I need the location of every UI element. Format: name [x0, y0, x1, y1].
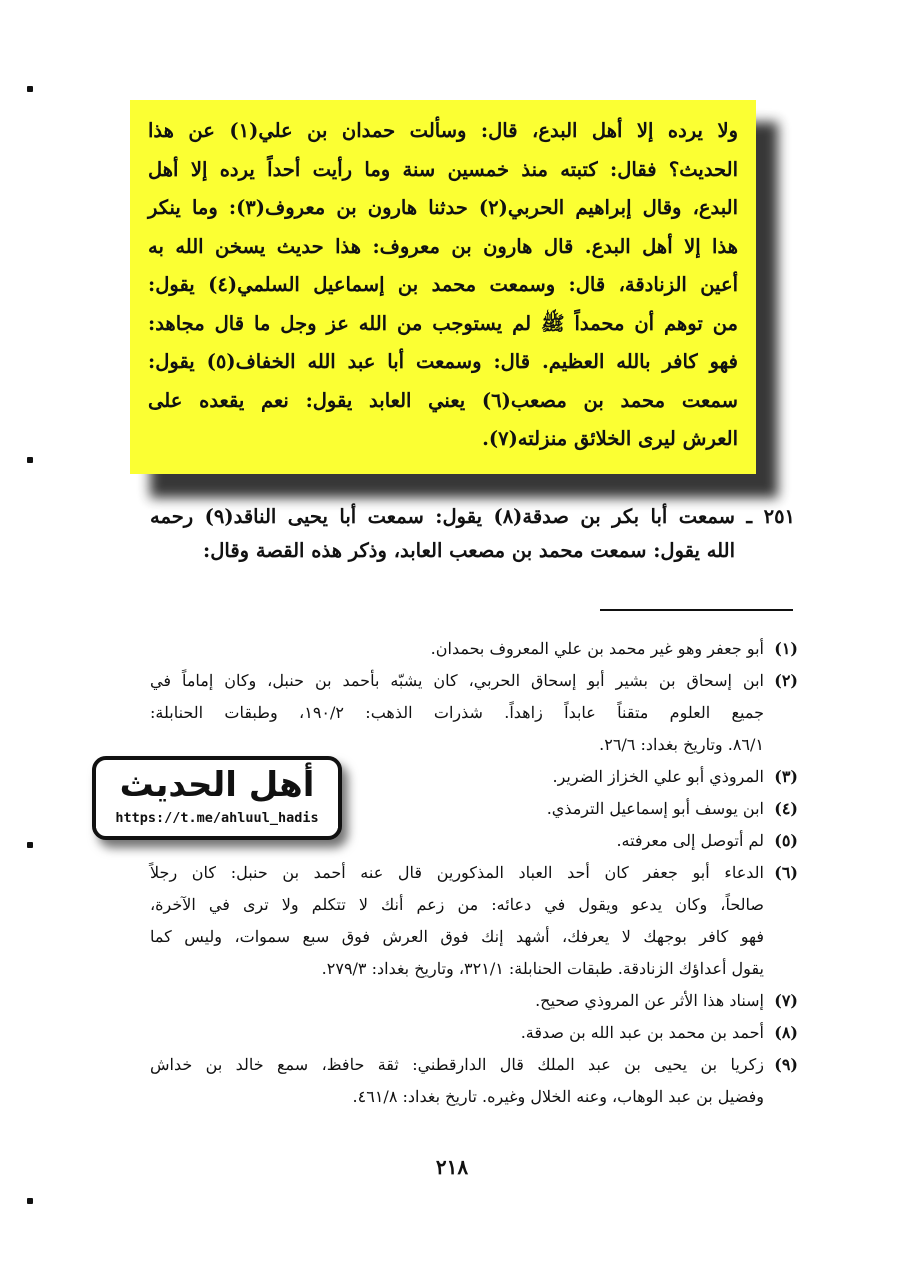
footnote-7	[150, 985, 798, 1017]
watermark-title: أهل الحديث	[119, 765, 315, 805]
scan-mark	[27, 86, 33, 92]
footnote-9	[150, 1049, 798, 1113]
scan-mark	[27, 1198, 33, 1204]
footnote-2	[150, 665, 798, 761]
passage-line: هذا إلا أهل البدع. قال هارون بن معروف: هذا حديث يسخن الله به	[148, 234, 738, 258]
footnote-number: (٩)	[774, 1055, 798, 1074]
footnote-divider	[600, 609, 793, 611]
footnote-number: (٣)	[774, 767, 798, 786]
main-text	[150, 500, 795, 568]
footnote-text: فهو كافر بوجهك لا يعرفك، أشهد إنك فوق العرش فوق سبع سموات، وليس كما	[150, 927, 764, 946]
footnote-8	[150, 1017, 798, 1049]
passage-line: الحديث؟ فقال: كتبته منذ خمسين سنة وما رأيت أحداً يرده إلا أهل	[148, 157, 738, 181]
passage-line: سمعت محمد بن مصعب(٦) يعني العابد يقول: نعم يقعده على	[148, 388, 739, 412]
scan-mark	[27, 457, 33, 463]
passage-line: ولا يرده إلا أهل البدع، قال: وسألت حمدان بن علي(١) عن هذا	[148, 119, 738, 142]
footnote-number: (١)	[774, 639, 798, 658]
footnotes	[150, 633, 798, 1113]
footnote-text: ابن يوسف أبو إسماعيل الترمذي.	[546, 799, 764, 818]
passage-line: أعين الزنادقة، قال: وسمعت محمد بن إسماعيل السلمي(٤) يقول:	[148, 273, 738, 296]
footnote-text: أبو جعفر وهو غير محمد بن علي المعروف بحمدان.	[430, 639, 764, 658]
footnote-number: (٦)	[774, 863, 798, 882]
footnote-text: المروذي أبو علي الخزاز الضرير.	[552, 767, 764, 786]
footnote-number: (٧)	[774, 991, 798, 1010]
passage-line: من توهم أن محمداً ﷺ لم يستوجب من الله عز وجل ما قال مجاهد:	[148, 311, 738, 335]
footnote-text: يقول أعداؤك الزنادقة. طبقات الحنابلة: ٣٢١/١، وتاريخ بغداد: ٢٧٩/٣.	[321, 959, 764, 978]
passage-line: العرش ليرى الخلائق منزلته(٧).	[482, 427, 738, 450]
footnote-number: (٢)	[774, 671, 798, 690]
footnote-text: زكريا بن يحيى بن عبد الملك قال الدارقطني: ثقة حافظ، سمع خالد بن خداش	[150, 1055, 764, 1074]
footnote-text: ٨٦/١. وتاريخ بغداد: ٢٦/٦.	[599, 735, 764, 754]
footnote-text: وفضيل بن عبد الوهاب، وعنه الخلال وغيره. تاريخ بغداد: ٤٦١/٨.	[352, 1087, 764, 1106]
footnote-text: الدعاء أبو جعفر كان أحد العباد المذكورين قال عنه أحمد بن حنبل: كان رجلاً	[150, 863, 764, 882]
scan-mark	[27, 842, 33, 848]
main-text-line: الله يقول: سمعت محمد بن مصعب العابد، وذكر هذه القصة وقال:	[203, 539, 735, 562]
footnote-1	[150, 633, 798, 665]
highlighted-passage	[130, 100, 756, 474]
footnote-number: (٤)	[774, 799, 798, 818]
footnote-number: (٥)	[774, 831, 798, 850]
footnote-text: لم أتوصل إلى معرفته.	[616, 831, 764, 850]
footnote-text: صالحاً، وكان يدعو ويقول في دعائه: من زعم أنك لا تتكلم ولا ترى في الآخرة،	[150, 895, 764, 914]
footnote-number: (٨)	[774, 1023, 798, 1042]
footnote-text: أحمد بن محمد بن عبد الله بن صدقة.	[520, 1023, 764, 1042]
watermark-url[interactable]: https://t.me/ahluul_hadis	[96, 808, 338, 828]
footnote-text: ابن إسحاق بن بشير أبو إسحاق الحربي، كان يشبّه بأحمد بن حنبل، وكان إماماً في	[150, 671, 764, 690]
passage-line: البدع، وقال إبراهيم الحربي(٢) حدثنا هارون بن معروف(٣): وما ينكر	[148, 196, 738, 219]
page-number: ٢١٨	[435, 1155, 469, 1179]
passage-line: فهو كافر بالله العظيم. قال: وسمعت أبا عبد الله الخفاف(٥) يقول:	[148, 350, 738, 373]
footnote-text: إسناد هذا الأثر عن المروذي صحيح.	[535, 991, 764, 1010]
footnote-6	[150, 857, 798, 985]
watermark-badge	[92, 756, 342, 840]
main-text-line: ٢٥١ ـ سمعت أبا بكر بن صدقة(٨) يقول: سمعت أبا يحيى الناقد(٩) رحمه	[150, 505, 796, 528]
footnote-text: جميع العلوم متقناً عابداً زاهداً. شذرات الذهب: ١٩٠/٢، وطبقات الحنابلة:	[150, 703, 765, 722]
